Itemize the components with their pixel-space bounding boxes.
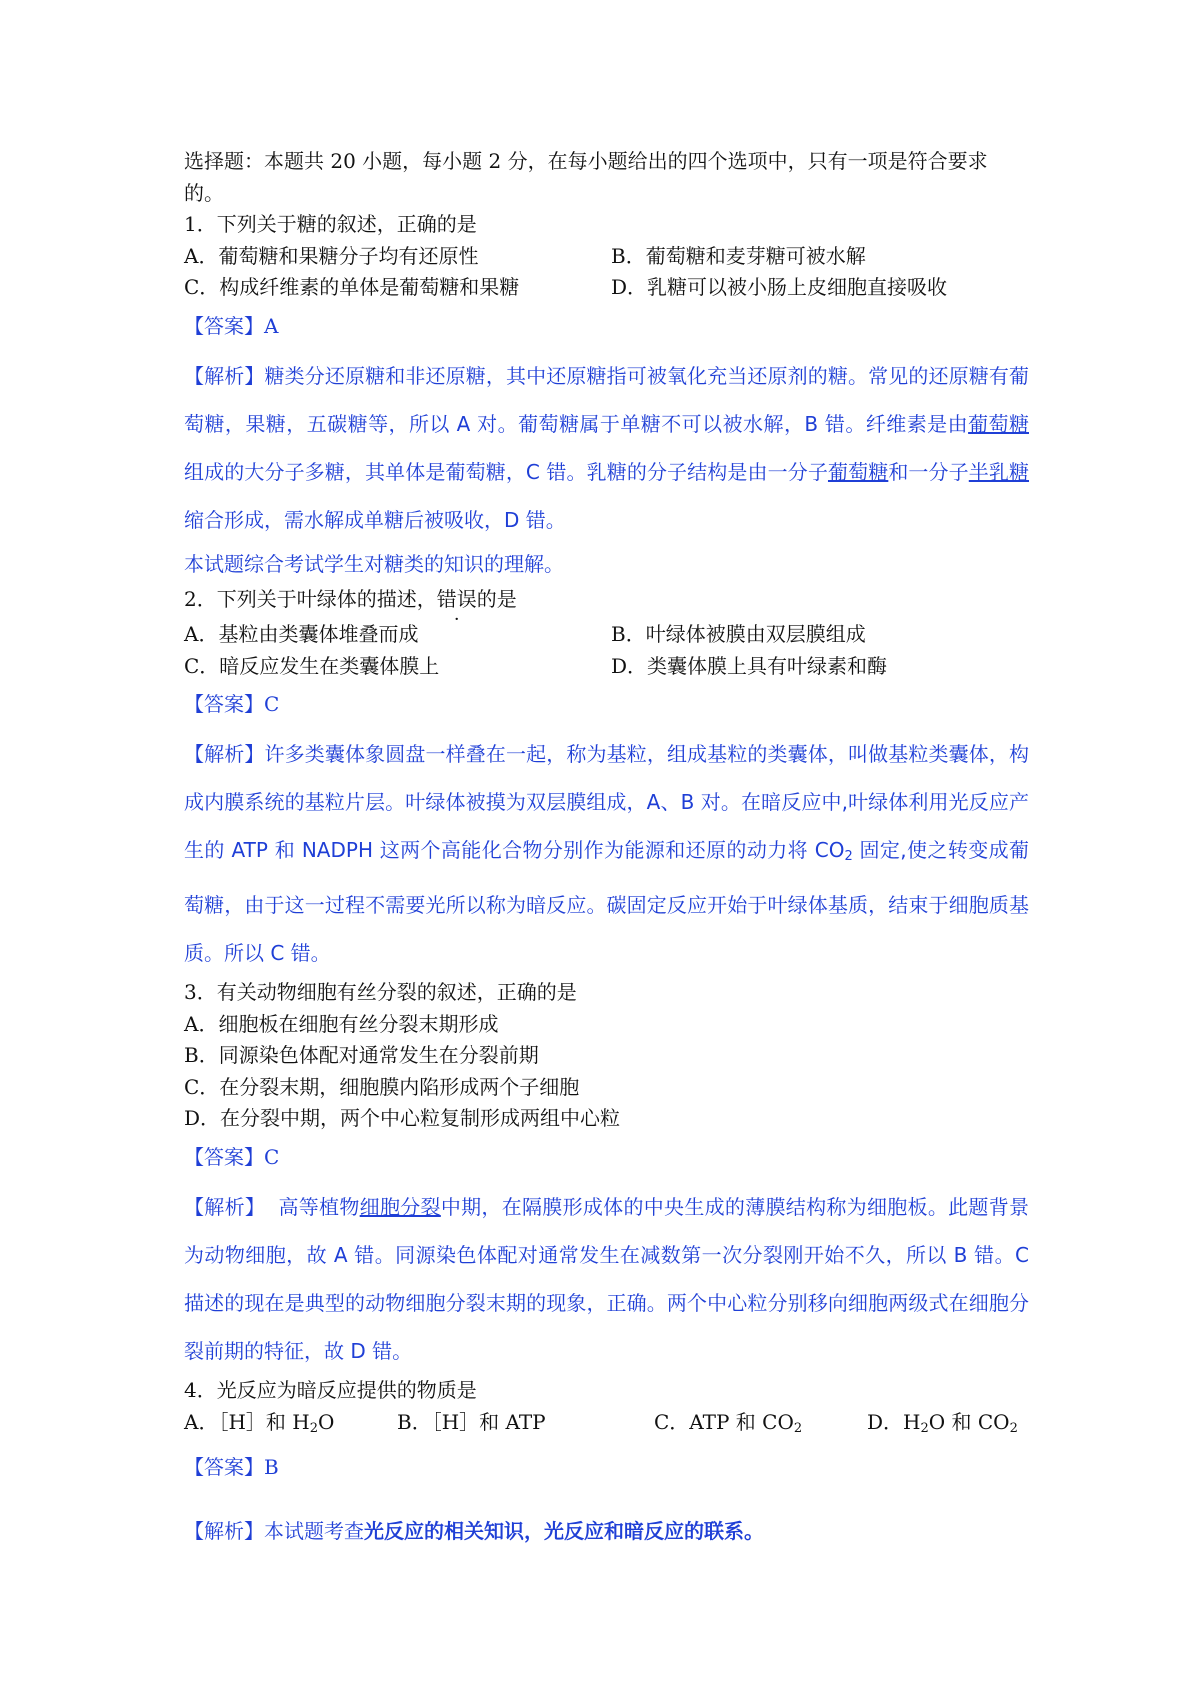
- question-1-analysis-text-3: 和一分子: [888, 459, 969, 484]
- question-4-stem: 4．光反应为暗反应提供的物质是: [184, 1377, 477, 1402]
- question-2-analysis: [184, 730, 1029, 977]
- question-2-analysis-text-1: 许多类囊体象圆盘一样叠在一起，称为基粒，组成基粒的类囊体，叫做基粒类囊体，构成内膜系统的基粒片层。叶绿体被摸为双层膜组成，A、B 对。在暗反应中,叶绿体利用光反应产生的 ATP 和 NADPH 这两个高能化合物分别作为能源和还原的动力将 CO: [184, 742, 1030, 862]
- question-1-analysis-text-4: 缩合形成，需水解成单糖后被吸收，D 错。: [184, 507, 566, 532]
- question-1-analysis-text-1: 糖类分还原糖和非还原糖，其中还原糖指可被氧化充当还原剂的糖。常见的还原糖有葡萄糖，果糖，五碳糖等，所以 A 对。葡萄糖属于单糖不可以被水解，B 错。纤维素是由: [184, 363, 1030, 436]
- h2o-subscript: 2: [309, 1421, 318, 1436]
- co2-subscript-d: 2: [1009, 1421, 1018, 1436]
- question-4-analysis-bold: 光反应的相关知识，光反应和暗反应的联系。: [364, 1519, 764, 1543]
- question-3-analysis-text-2: 中期，在隔膜形成体的中央生成的薄膜结构称为细胞板。此题背景为动物细胞，故 A 错。同源染色体配对通常发生在减数第一次分裂刚开始不久，所以 B 错。C 描述的现在是典型的动物细胞分裂末期的现象，正确。两个中心粒分别移向细胞两级式在细胞分裂前期的特征，故 D 错。: [184, 1194, 1030, 1363]
- section-instructions-cont: [184, 178, 1029, 210]
- question-4-analysis-text: 本试题考查: [264, 1519, 364, 1543]
- section-instructions: [184, 146, 1029, 178]
- question-4-options: [184, 1406, 1029, 1445]
- question-2-options-row-2: [184, 651, 1029, 683]
- instructions-line-1: 选择题：本题共 20 小题，每小题 2 分，在每小题给出的四个选项中，只有一项是符合要求: [184, 149, 988, 173]
- question-3-answer: 【答案】C: [184, 1144, 280, 1169]
- question-1-answer: 【答案】A: [184, 313, 279, 338]
- question-1-analysis-text-2: 组成的大分子多糖，其单体是葡萄糖，C 错。乳糖的分子结构是由一分子: [184, 459, 828, 484]
- co2-subscript-c: 2: [793, 1421, 803, 1436]
- question-1-note: 本试题综合考试学生对糖类的知识的理解。: [184, 551, 564, 576]
- question-2-emphasis: 错误: [436, 586, 477, 611]
- question-1-options-row-2: [184, 272, 1029, 304]
- question-1-option-a: A．葡萄糖和果糖分子均有还原性: [184, 243, 479, 268]
- question-2-analysis-tag: 【解析】: [184, 742, 265, 766]
- link-glucose-2[interactable]: 葡萄糖: [827, 459, 889, 484]
- question-4-answer: 【答案】B: [184, 1455, 279, 1479]
- question-1-option-c: C．构成纤维素的单体是葡萄糖和果糖: [184, 275, 520, 299]
- question-2-stem-text: 2．下列关于叶绿体的描述，: [184, 586, 437, 611]
- question-1-stem: 1．下列关于糖的叙述，正确的是: [184, 212, 477, 236]
- question-4-option-c-text: C．ATP 和 CO: [654, 1410, 794, 1434]
- link-glucose-1[interactable]: 葡萄糖: [968, 411, 1029, 436]
- question-2-stem-end: 的是: [476, 586, 517, 611]
- question-4-analysis: [184, 1507, 1029, 1555]
- question-4-option-a-end: O: [317, 1410, 335, 1434]
- h2o-subscript-d: 2: [920, 1421, 929, 1436]
- link-cell-division[interactable]: 细胞分裂: [359, 1194, 441, 1219]
- question-3-stem: 3．有关动物细胞有丝分裂的叙述，正确的是: [184, 980, 577, 1004]
- question-2-option-c: C．暗反应发生在类囊体膜上: [184, 653, 440, 678]
- question-2-options-row-1: [184, 619, 1029, 651]
- question-2-option-b: B．叶绿体被膜由双层膜组成: [611, 622, 866, 646]
- question-3-option-b: B．同源染色体配对通常发生在分裂前期: [184, 1043, 539, 1067]
- question-3-option-d: D．在分裂中期，两个中心粒复制形成两组中心粒: [184, 1106, 621, 1130]
- question-3-analysis: [184, 1183, 1029, 1375]
- question-2-option-d: D．类囊体膜上具有叶绿素和酶: [611, 653, 888, 678]
- instructions-line-2: 的。: [184, 180, 224, 205]
- question-2-stem: [184, 584, 1029, 616]
- question-3-analysis-tag: 【解析】: [184, 1194, 266, 1219]
- question-2-answer: 【答案】C: [184, 692, 280, 716]
- question-3-option-c: C．在分裂末期，细胞膜内陷形成两个子细胞: [184, 1074, 580, 1099]
- question-4-option-a-text: A．［H］和 H: [184, 1410, 310, 1434]
- question-2-option-a: A．基粒由类囊体堆叠而成: [184, 622, 419, 646]
- question-1-analysis-tag: 【解析】: [184, 363, 265, 388]
- question-4-option-a: [184, 1406, 397, 1445]
- question-2-analysis-text-2: 固定,使之转变成葡萄糖，由于这一过程不需要光所以称为暗反应。碳固定反应开始于叶绿体基质，结束于细胞质基质。所以 C 错。: [184, 838, 1030, 965]
- question-4-option-d: [867, 1406, 1018, 1445]
- question-4-option-b: B．［H］和 ATP: [397, 1410, 546, 1434]
- question-1-option-b: B．葡萄糖和麦芽糖可被水解: [611, 243, 866, 268]
- question-4-option-c: [654, 1406, 867, 1445]
- question-4-analysis-tag: 【解析】: [184, 1519, 264, 1543]
- question-1-options-row-1: [184, 241, 1029, 273]
- question-3-analysis-text-1: 高等植物: [265, 1194, 360, 1219]
- exam-page: [184, 146, 1029, 1555]
- question-4-option-d-mid: O 和 CO: [928, 1410, 1010, 1434]
- question-1-option-d: D．乳糖可以被小肠上皮细胞直接吸收: [611, 275, 948, 299]
- link-galactose[interactable]: 半乳糖: [968, 459, 1030, 484]
- question-3-option-a: A．细胞板在细胞有丝分裂末期形成: [184, 1011, 499, 1036]
- question-1-analysis: [184, 352, 1029, 544]
- question-4-option-d-text: D．H: [867, 1410, 921, 1434]
- co2-subscript: 2: [844, 849, 853, 864]
